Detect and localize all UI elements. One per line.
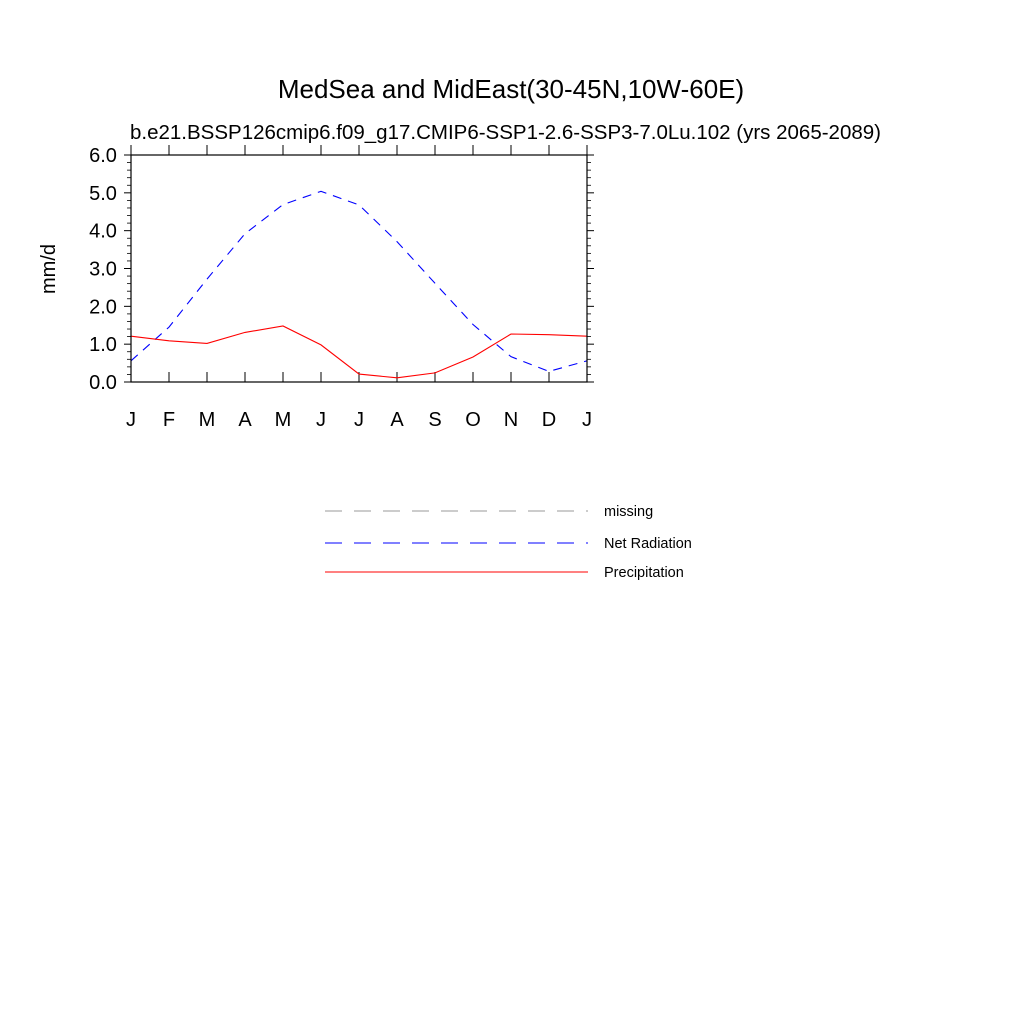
series-line-net-radiation <box>131 191 587 371</box>
x-tick-label: S <box>428 409 442 431</box>
series-line-precipitation <box>131 326 587 378</box>
x-tick-label: A <box>238 409 252 431</box>
x-tick-label: A <box>390 409 404 431</box>
x-tick-label: J <box>582 409 592 431</box>
x-tick-label: F <box>162 409 176 431</box>
legend-label: Precipitation <box>604 565 684 581</box>
x-tick-label: M <box>198 409 216 431</box>
y-tick-label: 1.0 <box>89 334 117 357</box>
x-tick-label: M <box>274 409 292 431</box>
plot-frame <box>131 155 587 382</box>
x-tick-label: O <box>465 409 481 431</box>
axis-ticks <box>89 145 594 431</box>
chart-title: MedSea and MidEast(30-45N,10W-60E) <box>277 74 745 104</box>
y-axis-label: mm/d <box>38 244 60 294</box>
y-tick-label: 4.0 <box>89 220 117 243</box>
chart-subtitle: b.e21.BSSP126cmip6.f09_g17.CMIP6-SSP1-2.6-SSP3-7.0Lu.102 (yrs 2065-2089) <box>130 121 881 144</box>
legend-label: missing <box>604 504 654 520</box>
x-tick-label: J <box>126 409 136 431</box>
x-tick-label: N <box>503 409 519 431</box>
x-tick-label: J <box>354 409 364 431</box>
y-tick-label: 5.0 <box>89 182 117 205</box>
y-tick-label: 0.0 <box>89 372 117 394</box>
y-tick-label: 3.0 <box>89 258 117 281</box>
plot-lines <box>131 191 587 377</box>
legend <box>325 504 692 581</box>
y-tick-label: 6.0 <box>89 145 117 167</box>
y-tick-label: 2.0 <box>89 296 117 319</box>
x-tick-label: J <box>316 409 326 431</box>
legend-label: Net Radiation <box>604 536 692 552</box>
x-tick-label: D <box>541 409 557 431</box>
